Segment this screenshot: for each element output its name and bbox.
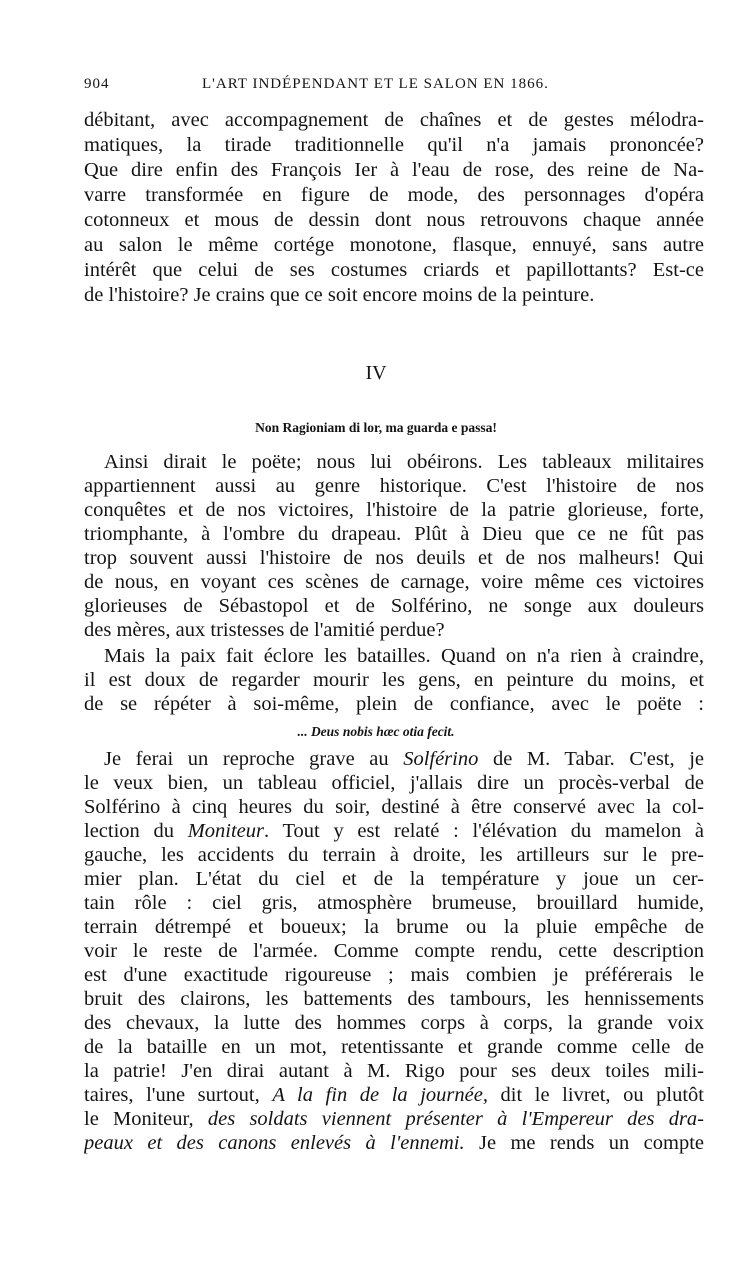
text-line: de l'histoire? Je crains que ce soit encore moins de la peinture. [84, 284, 595, 306]
text-line: glorieuses de Sébastopol et de Solférino, ne songe aux douleurs [84, 595, 704, 617]
section-number: IV [365, 362, 387, 384]
text-line: triomphante, à l'ombre du drapeau. Plût à Dieu que ce ne fût pas [84, 523, 704, 545]
text-line: le veux bien, un tableau officiel, j'allais dire un procès-verbal de [84, 772, 704, 794]
text-line: de nous, en voyant ces scènes de carnage, voire même ces victoires [84, 571, 704, 593]
text-line: est d'une exactitude rigoureuse ; mais combien je préférerais le [84, 964, 704, 986]
latin-quote: ... Deus nobis hæc otia fecit. [297, 724, 455, 739]
text-line: varre transformée en figure de mode, des personnages d'opéra [84, 184, 704, 206]
epigraph-quote: Non Ragioniam di lor, ma guarda e passa! [255, 420, 497, 435]
text-line: Que dire enfin des François Ier à l'eau de rose, des reine de Na- [84, 159, 704, 181]
text-line: intérêt que celui de ses costumes criards et papillottants? Est-ce [84, 259, 704, 281]
page-number: 904 [84, 76, 110, 92]
text-line: le Moniteur, des soldats viennent présenter à l'Empereur des dra- [84, 1108, 704, 1130]
text-line: taires, l'une surtout, A la fin de la journée, dit le livret, ou plutôt [84, 1084, 704, 1106]
text-line: mier plan. L'état du ciel et de la température y joue un cer- [84, 868, 704, 890]
text-line: terrain détrempé et boueux; la brume ou la pluie empêche de [84, 916, 704, 938]
text-line: voir le reste de l'armée. Comme compte rendu, cette description [84, 940, 704, 962]
running-title: L'ART INDÉPENDANT ET LE SALON EN 1866. [202, 76, 549, 92]
text-line: débitant, avec accompagnement de chaînes et de gestes mélodra- [84, 109, 704, 131]
text-line: cotonneux et mous de dessin dont nous retrouvons chaque année [84, 209, 704, 231]
text-line: matiques, la tirade traditionnelle qu'il n'a jamais prononcée? [84, 134, 704, 156]
text-line: Mais la paix fait éclore les batailles. Quand on n'a rien à craindre, [104, 645, 704, 667]
text-line: au salon le même cortége monotone, flasque, ennuyé, sans autre [84, 234, 704, 256]
text-line: conquêtes et de nos victoires, l'histoire de la patrie glorieuse, forte, [84, 499, 704, 521]
text-line: la patrie! J'en dirai autant à M. Rigo pour ses deux toiles mili- [84, 1060, 704, 1082]
text-line: de la bataille en un mot, retentissante et grande comme celle de [84, 1036, 704, 1058]
text-line: gauche, les accidents du terrain à droite, les artilleurs sur le pre- [84, 844, 704, 866]
text-line: des mères, aux tristesses de l'amitié perdue? [84, 619, 445, 641]
text-line: Je ferai un reproche grave au Solférino de M. Tabar. C'est, je [104, 748, 704, 770]
text-line: des chevaux, la lutte des hommes corps à corps, la grande voix [84, 1012, 704, 1034]
text-line: lection du Moniteur. Tout y est relaté : l'élévation du mamelon à [84, 820, 704, 842]
text-line: peaux et des canons enlevés à l'ennemi. Je me rends un compte [84, 1132, 704, 1154]
text-line: tain rôle : ciel gris, atmosphère brumeuse, brouillard humide, [84, 892, 704, 914]
text-line: il est doux de regarder mourir les gens, en peinture du moins, et [84, 669, 704, 691]
text-line: Solférino à cinq heures du soir, destiné à être conservé avec la col- [84, 796, 704, 818]
text-line: de se répéter à soi-même, plein de confiance, avec le poëte : [84, 693, 704, 715]
text-line: Ainsi dirait le poëte; nous lui obéirons. Les tableaux militaires [104, 451, 704, 473]
text-line: appartiennent aussi au genre historique. C'est l'histoire de nos [84, 475, 704, 497]
text-line: trop souvent aussi l'histoire de nos deuils et de nos malheurs! Qui [84, 547, 704, 569]
text-line: bruit des clairons, les battements des tambours, les hennissements [84, 988, 704, 1010]
